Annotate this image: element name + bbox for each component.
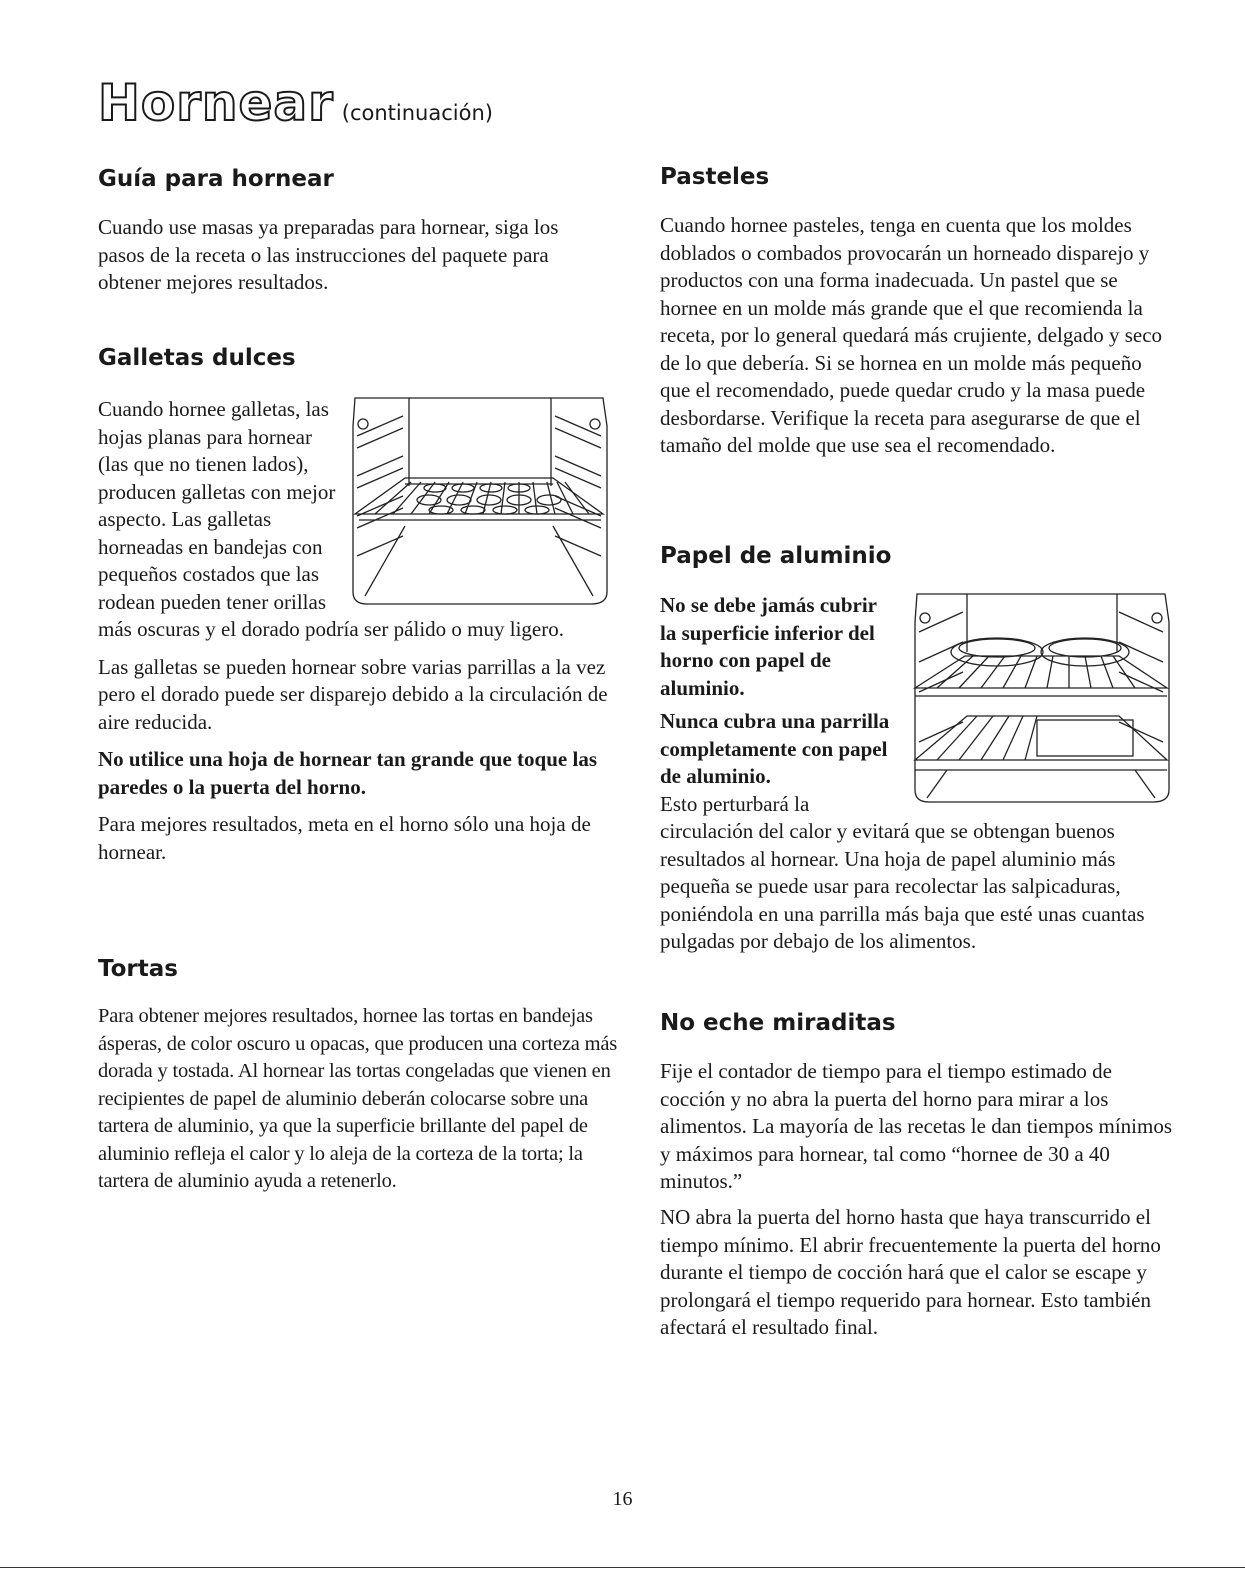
heading-guia: Guía para hornear — [98, 166, 334, 192]
heading-pasteles: Pasteles — [660, 164, 770, 190]
miraditas-text-1: Fije el contador de tiempo para el tiempo estimado de cocción y no abra la puerta del horno para mirar a los alimentos. La mayoría de las recetas le dan tiempos mínimos y máximos para hornear, tal como “hornee de 30 a 40 minutos.” — [660, 1059, 1173, 1193]
bottom-rule — [0, 1567, 1245, 1568]
page-title — [98, 74, 493, 132]
page-number: 16 — [612, 1488, 633, 1510]
papel-warning-2: Nunca cubra una parrilla completamente con papel de aluminio. — [660, 709, 890, 788]
tortas-text: Para obtener mejores resultados, hornee las tortas en bandejas ásperas, de color oscuro u opacas, que producen una corteza más dorada y tostada. Al hornear las tortas congeladas que vienen en recipientes de papel de aluminio deberán colocarse sobre una tartera de aluminio, ya que la superficie brillante del papel de aluminio refleja el calor y lo aleja de la corteza de la torta; la tartera de aluminio ayuda a retenerlo. — [98, 1005, 618, 1192]
page-title-main: Hornear — [98, 74, 334, 132]
cookie-sheet-oven-illustration — [345, 396, 613, 606]
heading-tortas: Tortas — [98, 956, 178, 982]
papel-block — [660, 592, 1175, 956]
papel-text: Esto perturbará la circulación del calor y evitará que se obtengan buenos resultados al hornear. Una hoja de papel aluminio más pequeña se puede usar para recolectar las salpicaduras, poniéndola en una parrilla más baja que esté unas cuantas pulgadas por debajo de los alimentos. — [660, 791, 1145, 953]
pasteles-text: Cuando hornee pasteles, tenga en cuenta que los moldes doblados o combados provocarán un horneado disparejo y productos con una forma inadecuada. Un pastel que se hornee en un molde más grande que el que recomienda la receta, por lo general quedará más crujiente, delgado y seco de lo que debería. Si se hornea en un molde más pequeño que el recomendado, puede quedar crudo y la masa puede desbordarse. Verifique la receta para asegurarse de que el tamaño del molde que use sea el recomendado. — [660, 213, 1163, 457]
galletas-text-1: Cuando hornee galletas, las hojas planas para hornear (las que no tienen lados), producen galletas con mejor aspecto. Las galletas horneadas en bandejas con pequeños costados que las rodean pueden tener orillas más oscuras y el dorado podría ser pálido o muy ligero. — [98, 397, 564, 641]
galletas-warning: No utilice una hoja de hornear tan grande que toque las paredes o la puerta del horno. — [98, 747, 597, 799]
galletas-block — [98, 396, 613, 866]
galletas-text-2: Las galletas se pueden hornear sobre varias parrillas a la vez pero el dorado puede ser disparejo debido a la circulación de aire reducida. — [98, 654, 608, 734]
page-title-subtitle: (continuación) — [341, 101, 493, 125]
miraditas-text-2: NO abra la puerta del horno hasta que haya transcurrido el tiempo mínimo. El abrir frecuentemente la puerta del horno durante el tiempo de cocción hará que el calor se escape y prolongará el tiempo requerido para hornear. Esto también afectará el resultado final. — [660, 1205, 1161, 1339]
heading-galletas: Galletas dulces — [98, 345, 296, 371]
guia-text: Cuando use masas ya preparadas para hornear, siga los pasos de la receta o las instrucciones del paquete para obtener mejores resultados. — [98, 215, 559, 294]
foil-oven-illustration — [907, 592, 1175, 804]
papel-warning-1: No se debe jamás cubrir la superficie inferior del horno con papel de aluminio. — [660, 593, 877, 700]
heading-miraditas: No eche miraditas — [660, 1010, 896, 1036]
heading-papel: Papel de aluminio — [660, 543, 892, 569]
galletas-text-3: Para mejores resultados, meta en el horno sólo una hoja de hornear. — [98, 812, 591, 864]
